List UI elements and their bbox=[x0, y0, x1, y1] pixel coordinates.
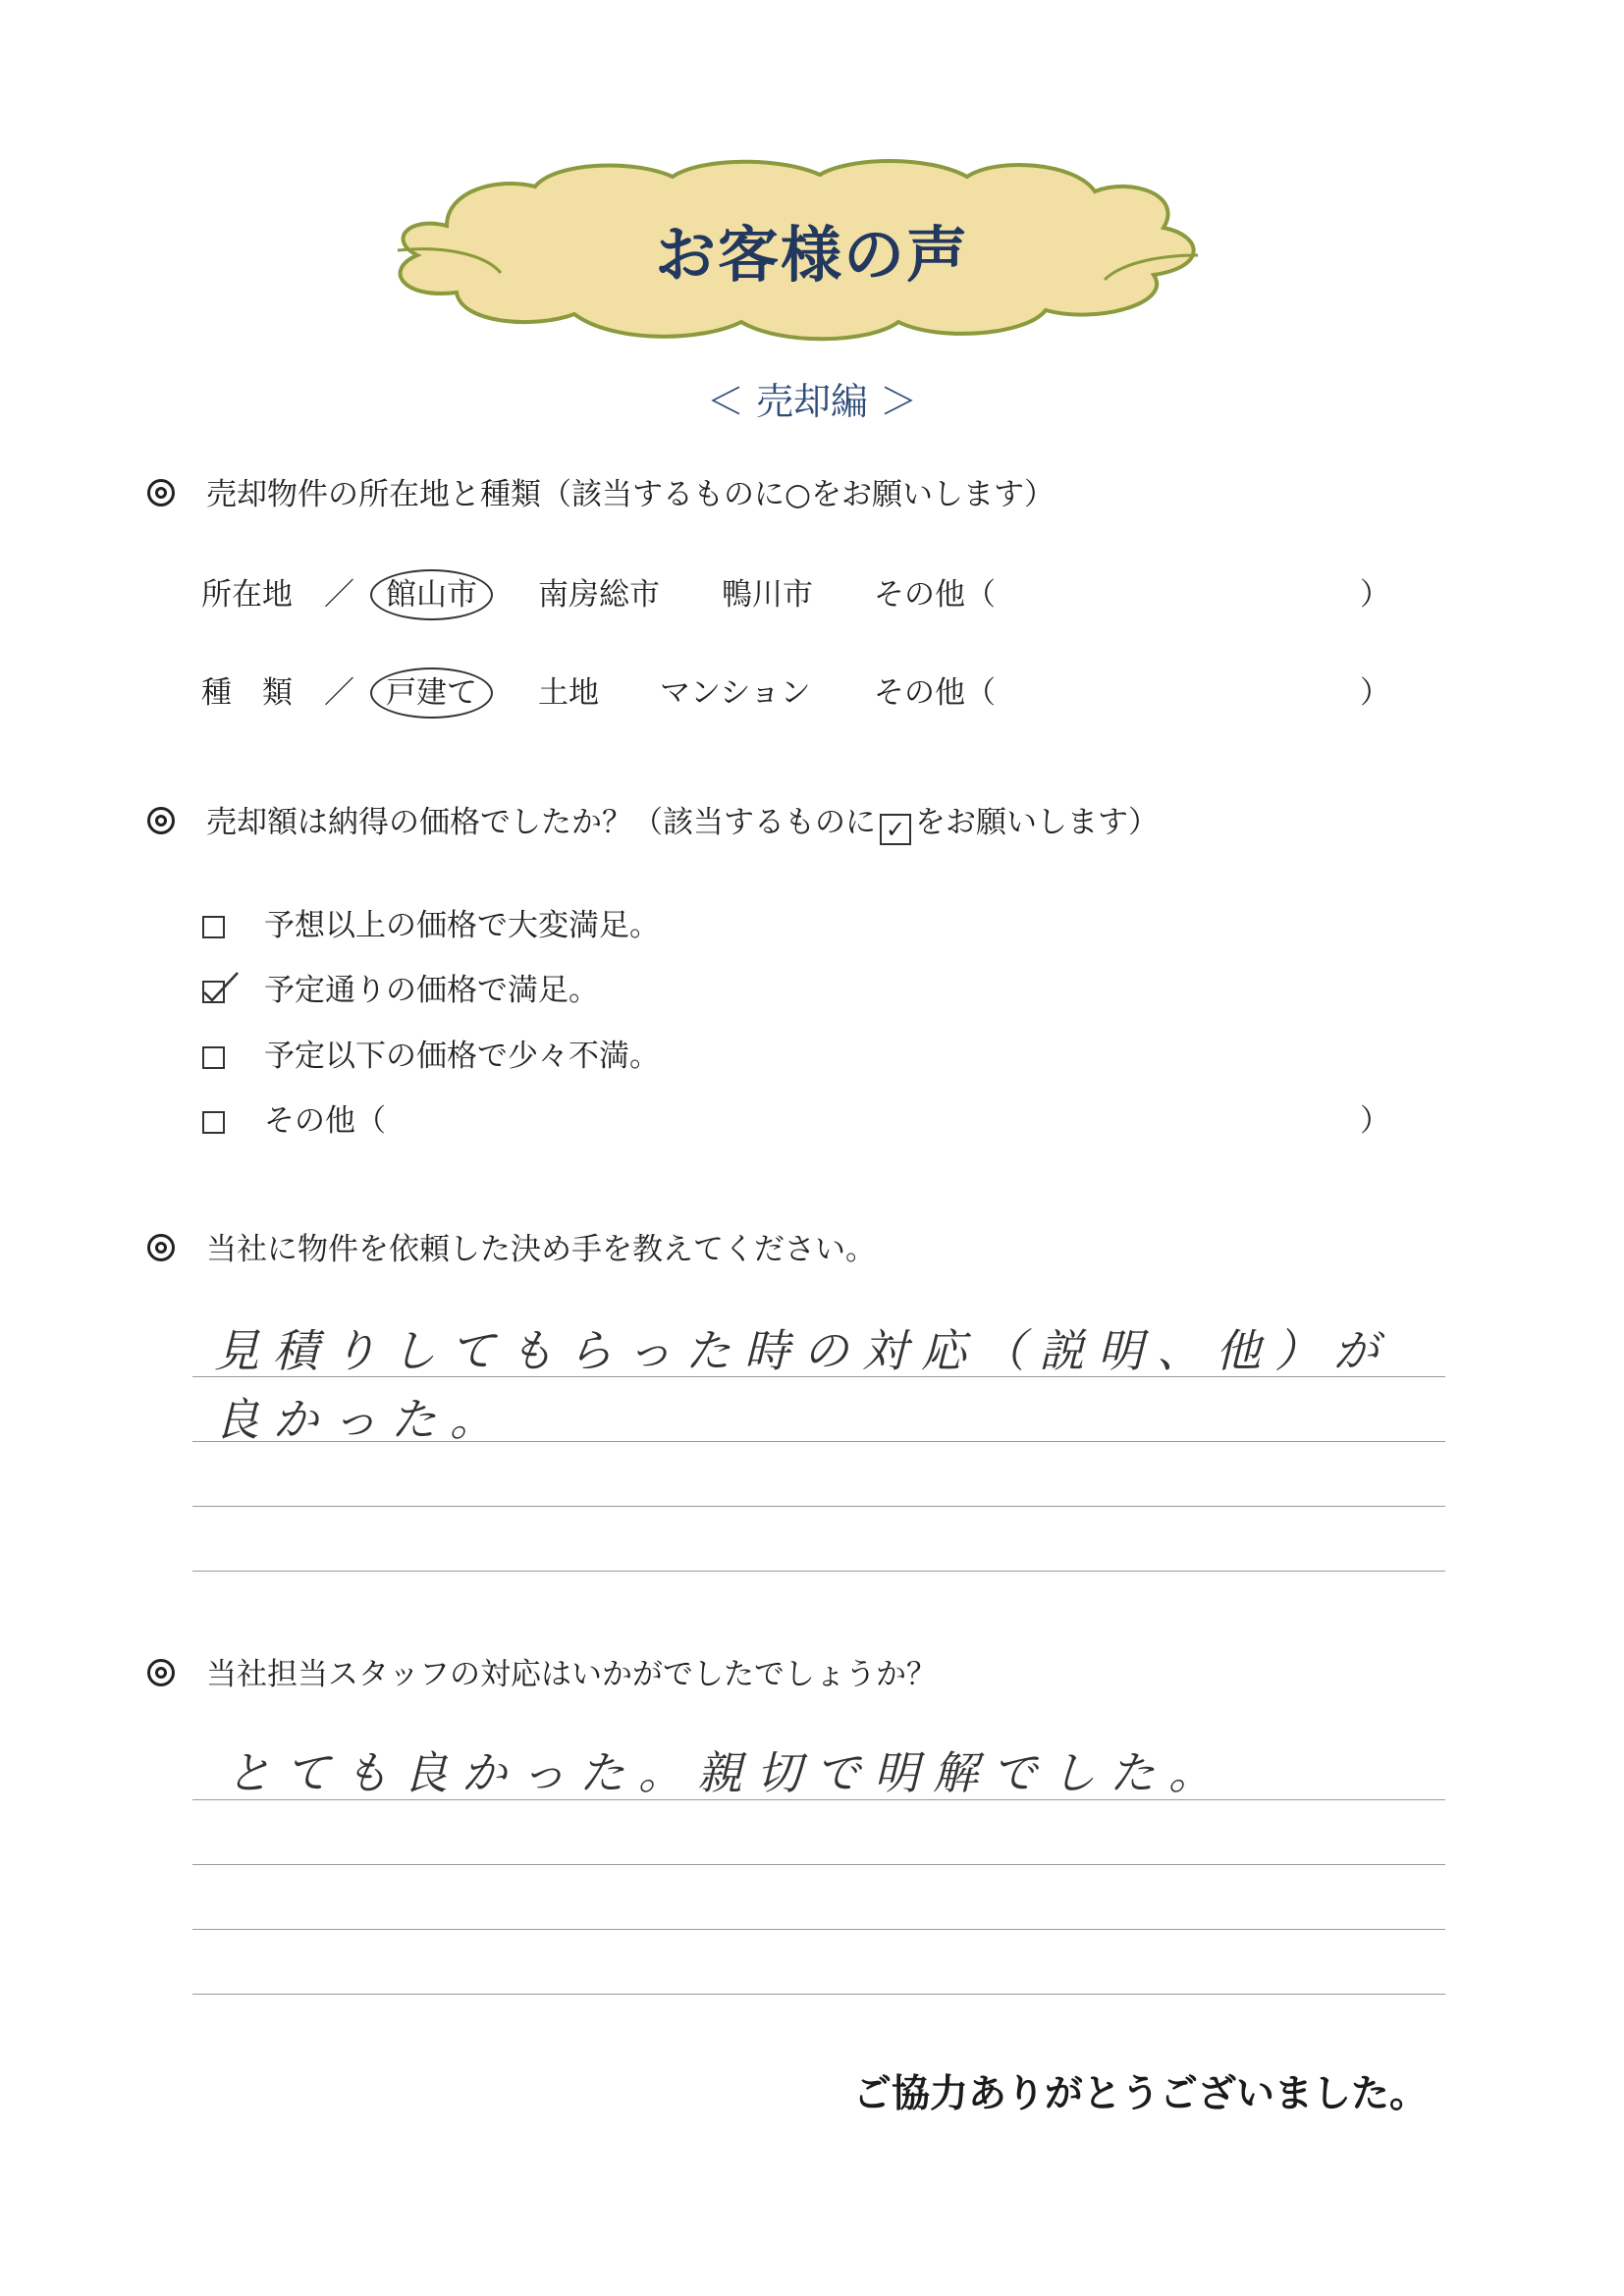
answer-3-line-1: 見積りしてもらった時の対応（説明、他）が bbox=[214, 1324, 1392, 1377]
location-option-tateyama[interactable] bbox=[386, 569, 493, 614]
question-4 bbox=[147, 1649, 937, 1693]
checkbox-unchecked[interactable] bbox=[202, 1046, 225, 1069]
selected-circle-mark: 戸建て bbox=[370, 667, 493, 719]
price-option-other[interactable] bbox=[202, 1095, 386, 1140]
page-subtitle: ＜ 売却編 ＞ bbox=[706, 380, 918, 423]
checkbox-example-icon: ✓ bbox=[880, 814, 911, 845]
price-option-2-label: 予定通りの価格で満足。 bbox=[264, 973, 599, 1008]
question-1-text: 売却物件の所在地と種類（該当するものに○をお願いします） bbox=[206, 477, 1056, 512]
price-option-other-label: その他（ bbox=[264, 1103, 386, 1139]
question-2 bbox=[147, 797, 1159, 841]
answer-rule bbox=[192, 1799, 1445, 1800]
double-circle-icon bbox=[147, 1657, 204, 1692]
checkmark-icon bbox=[200, 967, 240, 1006]
page-title: お客様の声 bbox=[654, 219, 969, 291]
question-3 bbox=[147, 1224, 876, 1268]
answer-rule bbox=[192, 1994, 1445, 1995]
checkbox-unchecked[interactable] bbox=[202, 916, 225, 938]
type-other-close: ） bbox=[1360, 675, 1390, 711]
question-2-text-after: をお願いします） bbox=[915, 805, 1159, 840]
thanks-message: ご協力ありがとうございました。 bbox=[852, 2072, 1428, 2116]
location-option-kamogawa[interactable]: 鴨川市 bbox=[722, 577, 813, 613]
type-label: 種 類 bbox=[201, 675, 293, 711]
type-option-land[interactable]: 土地 bbox=[538, 675, 599, 711]
type-slash: ／ bbox=[324, 675, 354, 711]
location-option-other[interactable]: その他（ bbox=[874, 577, 996, 613]
answer-rule bbox=[192, 1506, 1445, 1507]
location-other-close: ） bbox=[1360, 577, 1390, 613]
type-option-house[interactable] bbox=[386, 667, 493, 712]
price-other-close: ） bbox=[1360, 1103, 1390, 1139]
answer-3-line-2: 良かった。 bbox=[214, 1393, 509, 1446]
answer-rule bbox=[192, 1376, 1445, 1377]
checkbox-unchecked[interactable] bbox=[202, 1111, 225, 1134]
price-option-1-label: 予想以上の価格で大変満足。 bbox=[264, 908, 660, 943]
price-option-1[interactable] bbox=[202, 900, 660, 944]
answer-4-line-1: とても良かった。親切で明解でした。 bbox=[226, 1746, 1227, 1799]
question-1 bbox=[147, 469, 1055, 513]
price-option-2[interactable] bbox=[202, 965, 599, 1009]
double-circle-icon bbox=[147, 805, 204, 840]
type-option-other[interactable]: その他（ bbox=[874, 675, 996, 711]
question-3-text: 当社に物件を依頼した決め手を教えてください。 bbox=[206, 1232, 876, 1267]
checkbox-checked[interactable] bbox=[202, 981, 225, 1003]
answer-rule bbox=[192, 1864, 1445, 1865]
double-circle-icon bbox=[147, 1232, 204, 1267]
location-slash: ／ bbox=[324, 577, 354, 613]
question-4-text: 当社担当スタッフの対応はいかがでしたでしょうか？ bbox=[206, 1657, 937, 1692]
location-label: 所在地 bbox=[201, 577, 293, 613]
question-2-text-before: 売却額は納得の価格でしたか？（該当するものに bbox=[206, 805, 876, 840]
price-option-3-label: 予定以下の価格で少々不満。 bbox=[264, 1039, 660, 1074]
answer-rule bbox=[192, 1441, 1445, 1442]
double-circle-icon bbox=[147, 477, 204, 512]
selected-circle-mark: 館山市 bbox=[370, 569, 493, 620]
price-option-3[interactable] bbox=[202, 1031, 660, 1075]
answer-rule bbox=[192, 1571, 1445, 1572]
answer-rule bbox=[192, 1929, 1445, 1930]
location-option-minamiboso[interactable]: 南房総市 bbox=[538, 577, 660, 613]
type-option-mansion[interactable]: マンション bbox=[660, 675, 811, 711]
